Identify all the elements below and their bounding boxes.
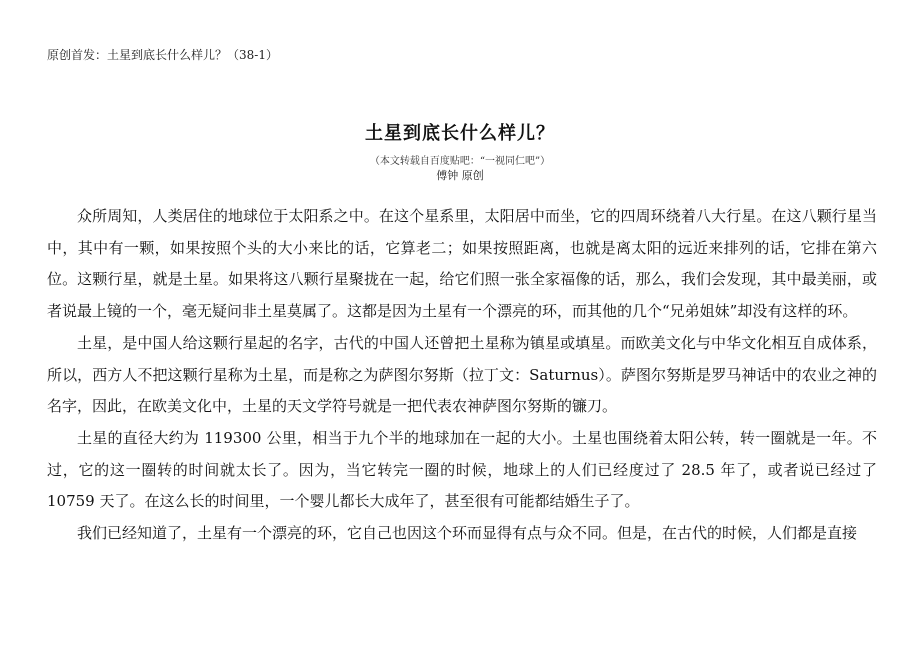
article-author: 傅钟 原创 bbox=[436, 169, 484, 182]
paragraph-name-origin: 土星，是中国人给这颗行星起的名字，古代的中国人还曾把土星称为镇星或填星。而欧美文化与中华文化相互自成体系，所以，西方人不把这颗行星称为土星，而是称之为萨图尔努斯（拉丁文：Saturnus）。萨图尔努斯是罗马神话中的农业之神的名字，因此，在欧美文化中，土星的天文学符号就是一把代表农神萨图尔努斯的镰刀。 bbox=[47, 333, 877, 416]
paragraph-size-orbit: 土星的直径大约为 119300 公里，相当于九个半的地球加在一起的大小。土星也围绕着太阳公转，转一圈就是一年。不过，它的这一圈转的时间就太长了。因为，当它转完一圈的时候，地球上的人们已经度过了 28.5 年了，或者说已经过了 10759 天了。在这么长的时间里，一个婴儿都长大成年了，甚至很有可能都结婚生子了。 bbox=[47, 428, 877, 511]
paragraph-rings: 我们已经知道了，土星有一个漂亮的环，它自己也因这个环而显得有点与众不同。但是，在古代的时候，人们都是直接 bbox=[77, 524, 858, 543]
paragraph-intro: 众所周知，人类居住的地球位于太阳系之中。在这个星系里，太阳居中而坐，它的四周环绕着八大行星。在这八颗行星当中，其中有一颗，如果按照个头的大小来比的话，它算老二；如果按照距离，也就是离太阳的远近来排列的话，它排在第六位。这颗行星，就是土星。如果将这八颗行星聚拢在一起，给它们照一张全家福像的话，那么，我们会发现，其中最美丽，或者说最上镜的一个，毫无疑问非土星莫属了。这都是因为土星有一个漂亮的环，而其他的几个“兄弟姐妹”却没有这样的环。 bbox=[47, 207, 877, 321]
article-title: 土星到底长什么样儿？ bbox=[365, 123, 555, 144]
article-body bbox=[47, 201, 877, 550]
article-source-note: （本文转载自百度贴吧：“一视同仁吧”） bbox=[369, 156, 551, 167]
document-header: 原创首发：土星到底长什么样儿？（38-1） bbox=[47, 48, 278, 62]
